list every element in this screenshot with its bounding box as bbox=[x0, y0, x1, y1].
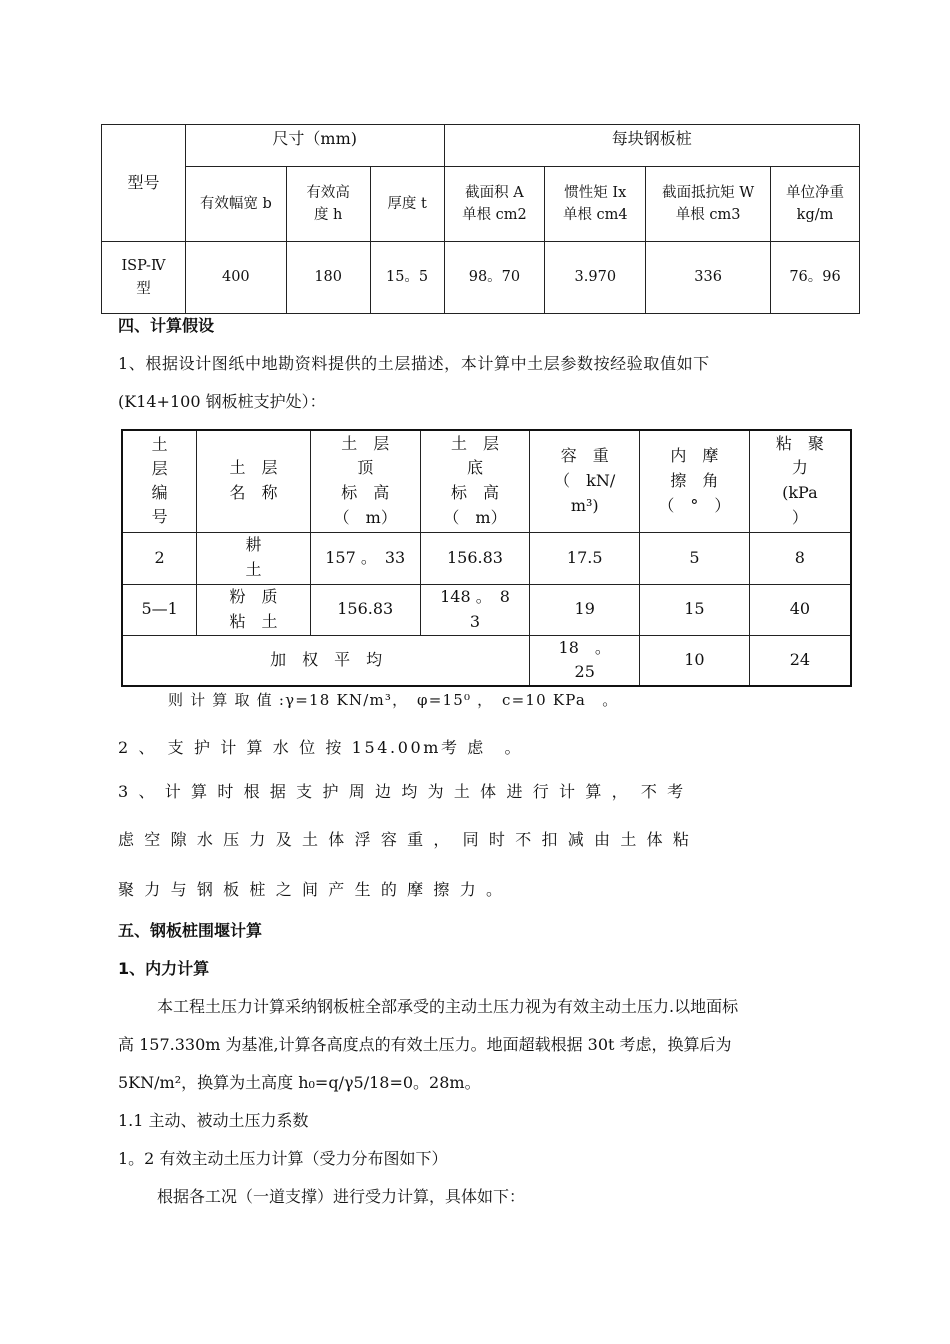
layer-no-cell: 2 bbox=[122, 532, 197, 584]
avg-unit-weight-cell: 18 。 25 bbox=[530, 635, 640, 686]
table-row bbox=[122, 584, 851, 635]
unit-weight-cell: 17.5 bbox=[530, 532, 640, 584]
inertia-cell: 3.970 bbox=[545, 242, 646, 314]
height-cell: 180 bbox=[286, 242, 370, 314]
dimension-header: 尺寸（mm) bbox=[185, 125, 444, 167]
top-elevation-header: 土 层 顶 标 高 （ m） bbox=[310, 430, 420, 532]
layer-name-header: 土 层 名 称 bbox=[197, 430, 311, 532]
item-3-line-2: 虑 空 隙 水 压 力 及 土 体 浮 容 重 ， 同 时 不 扣 减 由 土 体 粘 bbox=[118, 830, 692, 849]
table-row bbox=[102, 242, 860, 314]
friction-angle-cell: 15 bbox=[640, 584, 750, 635]
subsection-1-2: 1。2 有效主动土压力计算（受力分布图如下） bbox=[118, 1149, 448, 1168]
col-area-header: 截面积 A 单根 cm2 bbox=[444, 167, 545, 242]
bottom-elevation-cell: 148 。 8 3 bbox=[420, 584, 530, 635]
item-2: 2 、 支 护 计 算 水 位 按 154.00m考 虑 。 bbox=[118, 738, 524, 757]
friction-angle-header: 内 摩 擦 角 （ ° ） bbox=[640, 430, 750, 532]
steel-pile-spec-table bbox=[101, 124, 860, 314]
cohesion-header: 粘 聚 力 (kPa ） bbox=[749, 430, 851, 532]
bottom-elevation-header: 土 层 底 标 高 （ m） bbox=[420, 430, 530, 532]
subsection-1-1: 1.1 主动、被动土压力系数 bbox=[118, 1111, 309, 1130]
unit-weight-cell: 19 bbox=[530, 584, 640, 635]
body-line-3: 5KN/m²，换算为土高度 h₀=q/γ5/18=0。28m。 bbox=[118, 1073, 481, 1092]
weighted-average-row bbox=[122, 635, 851, 686]
avg-friction-angle-cell: 10 bbox=[640, 635, 750, 686]
top-elevation-cell: 156.83 bbox=[310, 584, 420, 635]
width-cell: 400 bbox=[185, 242, 286, 314]
thickness-cell: 15。5 bbox=[370, 242, 444, 314]
modulus-cell: 336 bbox=[646, 242, 771, 314]
model-header: 型号 bbox=[102, 125, 186, 242]
col-weight-header: 单位净重 kg/m bbox=[771, 167, 860, 242]
pile-header: 每块钢板桩 bbox=[444, 125, 859, 167]
body-line-2: 高 157.330m 为基准,计算各高度点的有效土压力。地面超载根据 30t 考虑，换算后为 bbox=[118, 1035, 732, 1054]
cohesion-cell: 8 bbox=[749, 532, 851, 584]
item-3-line-1: 3 、 计 算 时 根 据 支 护 周 边 均 为 土 体 进 行 计 算 ， 不 考 bbox=[118, 782, 686, 801]
layer-no-header: 土 层 编 号 bbox=[122, 430, 197, 532]
bottom-elevation-cell: 156.83 bbox=[420, 532, 530, 584]
col-height-header: 有效高 度 h bbox=[286, 167, 370, 242]
area-cell: 98。70 bbox=[444, 242, 545, 314]
paragraph-1-line-1: 1、根据设计图纸中地勘资料提供的土层描述，本计算中土层参数按经验取值如下 bbox=[118, 354, 710, 373]
subsection-1-title: 1、内力计算 bbox=[118, 959, 210, 978]
section-4-title: 四、计算假设 bbox=[118, 316, 215, 335]
col-width-header: 有效幅宽 b bbox=[185, 167, 286, 242]
soil-layer-table bbox=[121, 429, 852, 687]
top-elevation-cell: 157 。 33 bbox=[310, 532, 420, 584]
last-line: 根据各工况（一道支撑）进行受力计算，具体如下： bbox=[157, 1187, 526, 1206]
calc-values: 则 计 算 取 值 :γ=18 KN/m³， φ=15⁰ ， c=10 KPa 。 bbox=[168, 691, 619, 709]
layer-no-cell: 5—1 bbox=[122, 584, 197, 635]
cohesion-cell: 40 bbox=[749, 584, 851, 635]
table-row bbox=[122, 532, 851, 584]
col-thickness-header: 厚度 t bbox=[370, 167, 444, 242]
weight-cell: 76。96 bbox=[771, 242, 860, 314]
section-5-title: 五、钢板桩围堰计算 bbox=[118, 921, 263, 940]
col-inertia-header: 惯性矩 Ix 单根 cm4 bbox=[545, 167, 646, 242]
model-cell: ISP-Ⅳ 型 bbox=[102, 242, 186, 314]
item-3-line-3: 聚 力 与 钢 板 桩 之 间 产 生 的 摩 擦 力 。 bbox=[118, 880, 505, 899]
unit-weight-header: 容 重 （ kN/ m³) bbox=[530, 430, 640, 532]
col-modulus-header: 截面抵抗矩 W 单根 cm3 bbox=[646, 167, 771, 242]
weighted-average-label: 加 权 平 均 bbox=[122, 635, 530, 686]
avg-cohesion-cell: 24 bbox=[749, 635, 851, 686]
friction-angle-cell: 5 bbox=[640, 532, 750, 584]
paragraph-1-line-2: (K14+100 钢板桩支护处）： bbox=[118, 392, 326, 411]
layer-name-cell: 粉 质 粘 土 bbox=[197, 584, 311, 635]
layer-name-cell: 耕 土 bbox=[197, 532, 311, 584]
body-line-1: 本工程土压力计算采纳钢板桩全部承受的主动土压力视为有效主动土压力.以地面标 bbox=[157, 997, 739, 1016]
